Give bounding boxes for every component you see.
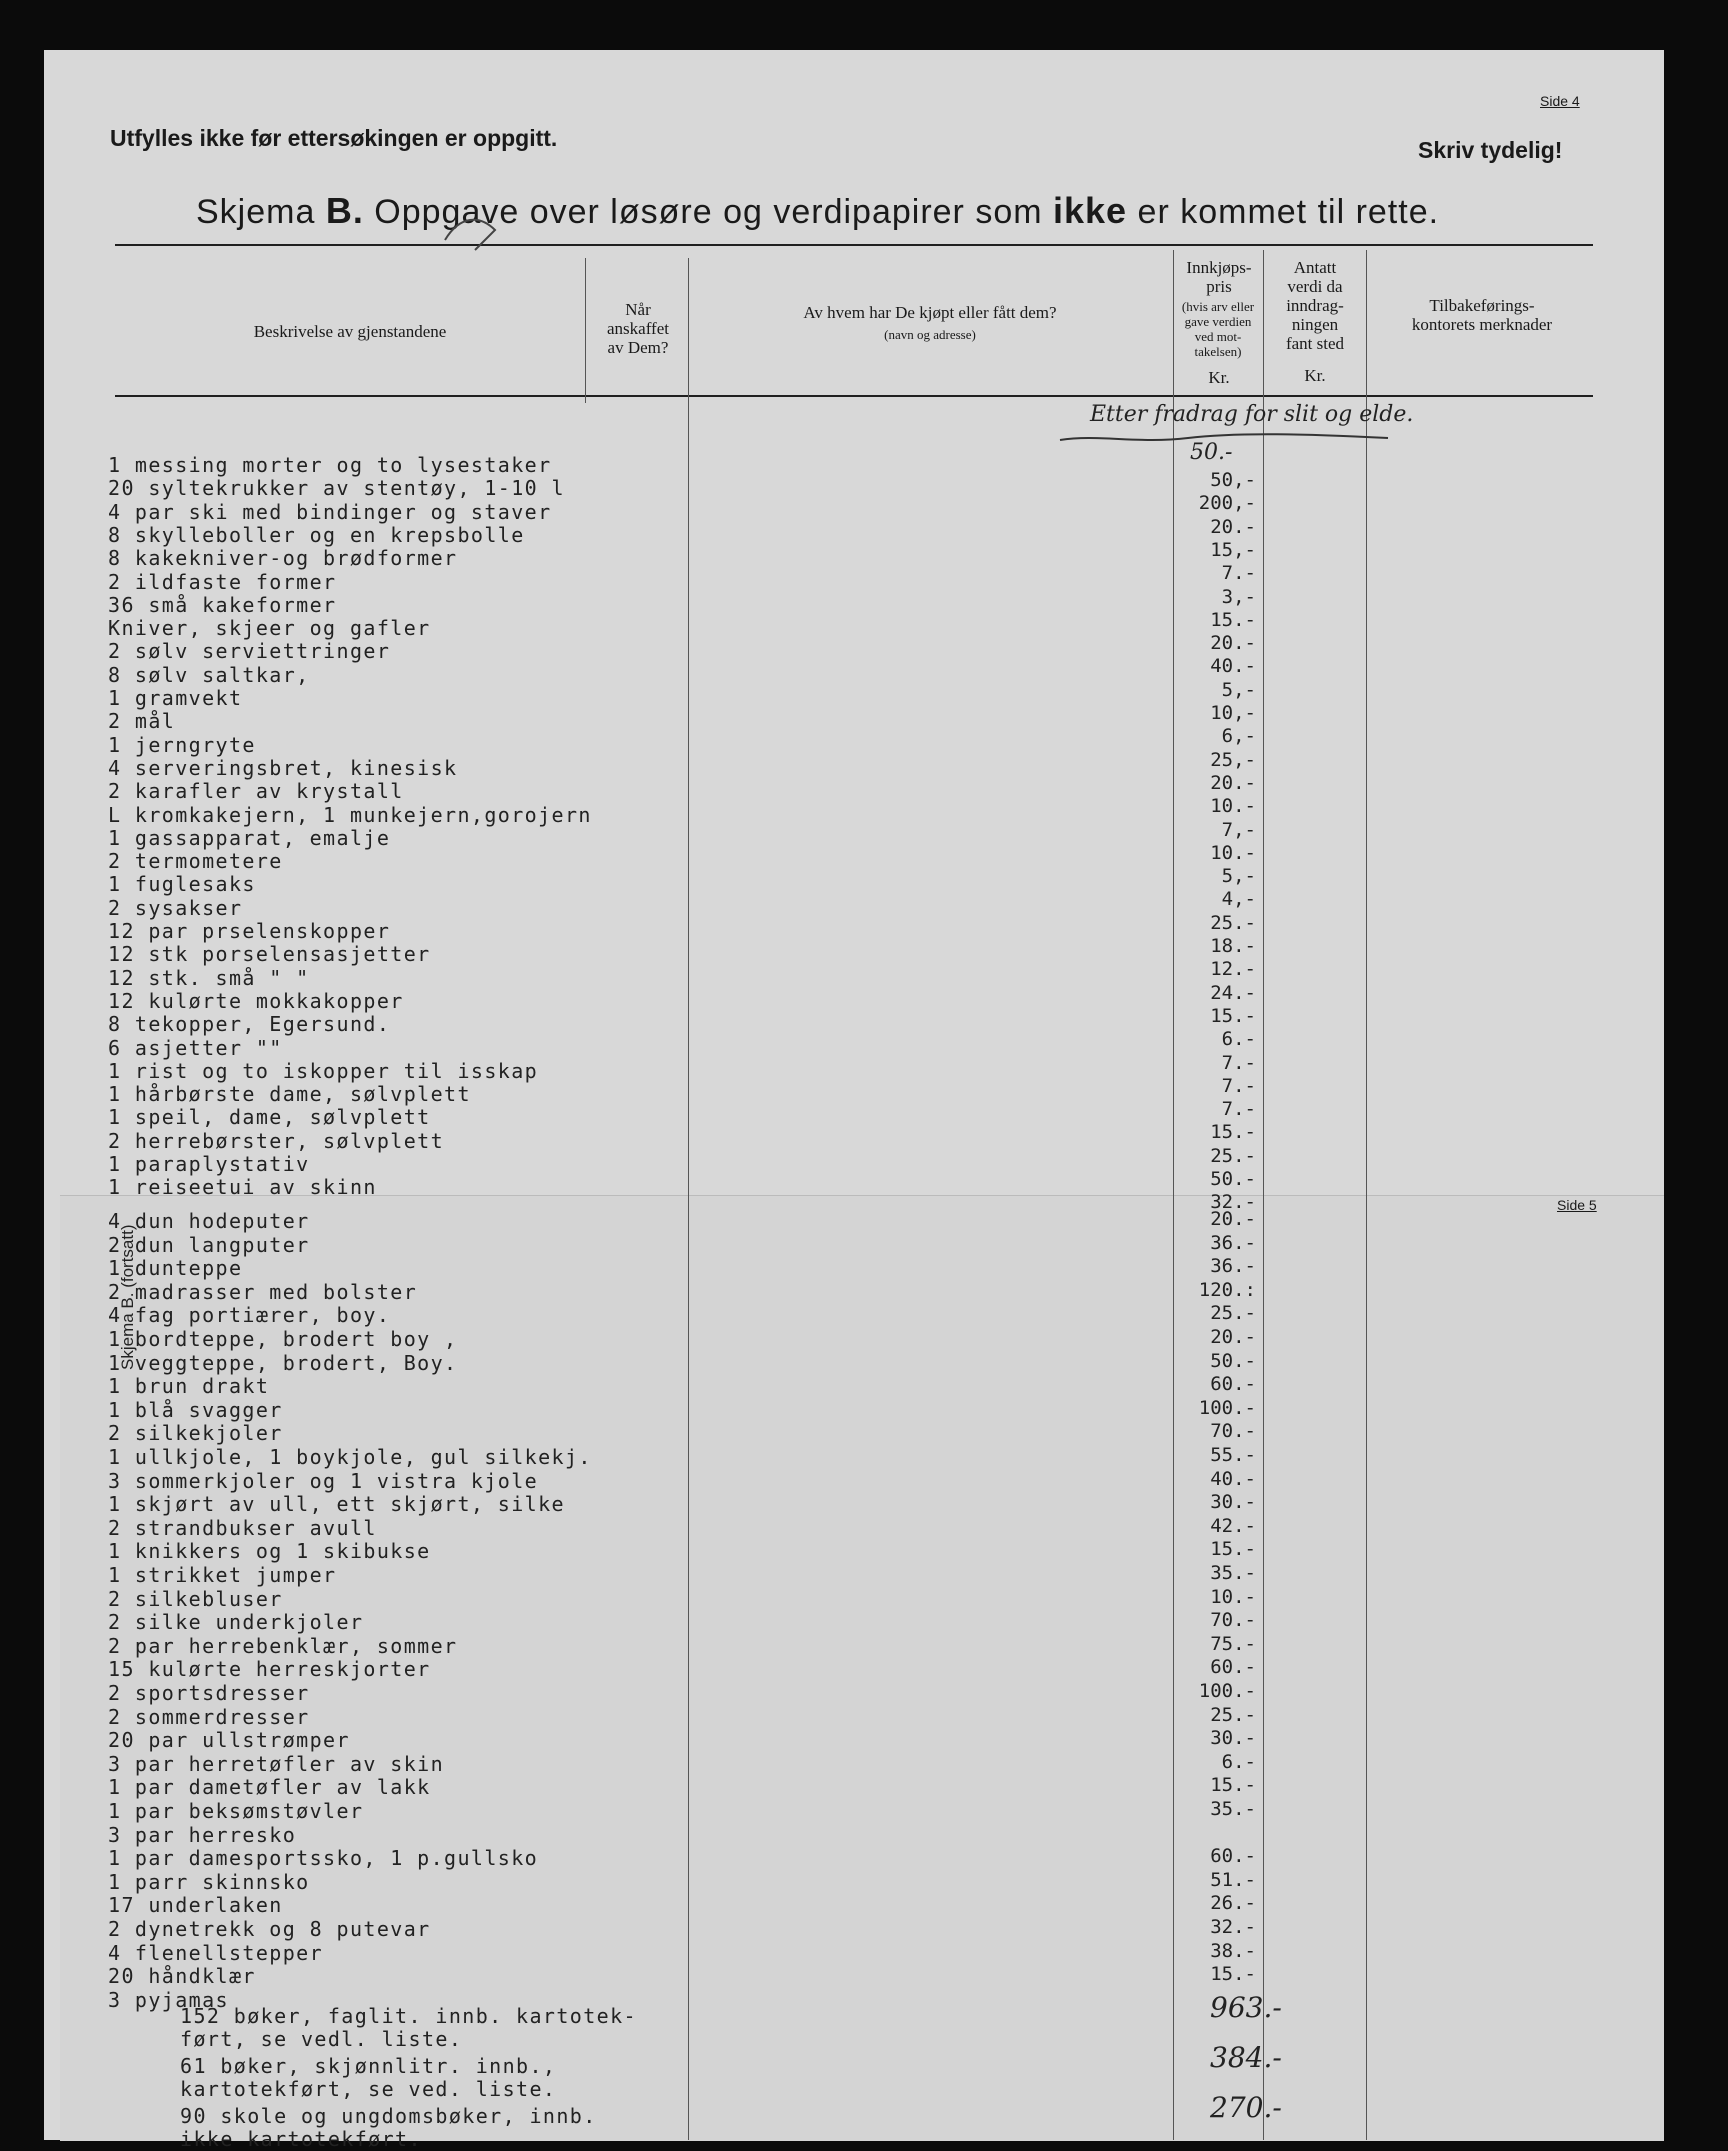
item-price: 12.- [1210, 958, 1256, 981]
item-description: 1 gramvekt [108, 686, 243, 710]
item-price: 7,- [1221, 818, 1256, 841]
item-description: 1 messing morter og to lysestaker [108, 453, 552, 477]
item-price: 7.- [1221, 1098, 1256, 1121]
item-description: 12 stk porselensasjetter [108, 942, 431, 967]
item-description: 1 rist og to iskopper til isskap [108, 1058, 539, 1083]
item-price: 36.- [1210, 1231, 1256, 1254]
item-description: 15 kulørte herreskjorter [108, 1657, 431, 1682]
item-price: 15.- [1210, 1121, 1256, 1144]
item-price: 100.- [1198, 1396, 1256, 1419]
item-price: 25.- [1210, 911, 1256, 934]
item-description: 2 silke underkjoler [108, 1610, 364, 1635]
col-estimated-value-unit: Kr. [1304, 366, 1326, 385]
item-description: 4 flenellstepper [108, 1940, 324, 1965]
item-price: 6.- [1221, 1750, 1256, 1773]
item-price: 15.- [1210, 1963, 1256, 1986]
column-divider [688, 258, 689, 2140]
item-price: 15.- [1210, 608, 1256, 631]
item-price: 6,- [1221, 725, 1256, 748]
item-price: 42.- [1210, 1514, 1256, 1537]
item-price: 75.- [1210, 1632, 1256, 1655]
item-price: 50.- [1210, 1349, 1256, 1372]
item-description: 12 stk. små " " [108, 965, 310, 990]
item-description: 1 gassapparat, emalje [108, 825, 391, 850]
item-description: 1 veggteppe, brodert, Boy. [108, 1350, 458, 1375]
item-price: 20.- [1210, 515, 1256, 538]
item-description: 2 dynetrekk og 8 putevar [108, 1917, 431, 1941]
item-description: 2 dun langputer [108, 1232, 310, 1257]
item-price: 55.- [1210, 1444, 1256, 1466]
book-description: 61 bøker, skjønnlitr. innb., [180, 2054, 557, 2078]
item-description: 2 sysakser [108, 895, 243, 920]
item-price: 35.- [1210, 1562, 1256, 1584]
item-price: 25.- [1210, 1144, 1256, 1167]
item-price: 120.: [1198, 1278, 1256, 1301]
header-rule [115, 395, 1593, 397]
item-price: 10.- [1210, 795, 1256, 818]
book-price: 384.- [1210, 2041, 1282, 2074]
item-description: 1 ullkjole, 1 boykjole, gul silkekj. [108, 1445, 592, 1469]
book-price: 270.- [1210, 2091, 1282, 2124]
item-description: 2 par herrebenklær, sommer [108, 1633, 458, 1658]
item-description: 2 mål [108, 709, 176, 734]
item-description: 2 karafler av krystall [108, 779, 404, 804]
item-description: 20 håndklær [108, 1964, 256, 1989]
item-description: 2 sportsdresser [108, 1681, 310, 1705]
item-price: 26.- [1210, 1892, 1256, 1915]
item-description: 1 blå svagger [108, 1397, 283, 1422]
item-description: 1 brun drakt [108, 1374, 270, 1399]
item-price: 35.- [1210, 1798, 1256, 1820]
item-price: 4,- [1221, 888, 1256, 911]
col-purchase-price-note: (hvis arv eller gave verdien ved mot- takelsen) [1181, 299, 1255, 359]
item-description: Kniver, skjeer og gafler [108, 616, 431, 641]
item-price: 18.- [1210, 935, 1256, 957]
item-price: 30.- [1210, 1727, 1256, 1750]
page-number-bottom: Side 5 [1557, 1197, 1597, 1213]
item-price: 36.- [1210, 1255, 1256, 1278]
item-description: 36 små kakeformer [108, 592, 337, 617]
item-description: 4 dun hodeputer [108, 1209, 310, 1233]
book-price: 963.- [1210, 1991, 1282, 2024]
book-description: 90 skole og ungdomsbøker, innb. [180, 2104, 597, 2128]
item-description: 8 sølv saltkar, [108, 662, 310, 687]
item-price: 15.- [1210, 1004, 1256, 1027]
item-price: 100.- [1198, 1680, 1256, 1702]
item-description: 1 jerngryte [108, 732, 256, 757]
item-price: 10.- [1210, 1585, 1256, 1608]
item-price: 25.- [1210, 1302, 1256, 1325]
item-price: 200,- [1198, 492, 1256, 515]
item-description: 20 par ullstrømper [108, 1728, 350, 1753]
handwritten-note: Etter fradrag for slit og elde. [1090, 402, 1414, 427]
item-price: 5,- [1221, 865, 1256, 888]
page-number-top: Side 4 [1540, 93, 1580, 109]
item-description: L kromkakejern, 1 munkejern,gorojern [108, 802, 592, 827]
item-description: 2 sommerdresser [108, 1704, 310, 1729]
first-handwritten-price: 50.- [1190, 440, 1233, 465]
item-price: 3,- [1221, 585, 1256, 608]
item-description: 1 reiseetui av skinn [108, 1175, 377, 1200]
item-price: 38.- [1210, 1939, 1256, 1962]
item-description: 3 par herresko [108, 1822, 297, 1847]
item-description: 1 dunteppe [108, 1256, 243, 1281]
column-divider [1366, 250, 1367, 2140]
col-purchase-price: Innkjøps- pris [1186, 258, 1252, 296]
item-description: 1 strikket jumper [108, 1563, 337, 1587]
item-description: 1 hårbørste dame, sølvplett [108, 1082, 471, 1107]
book-description: 152 bøker, faglit. innb. kartotek- [180, 2004, 637, 2028]
item-description: 12 par prselenskopper [108, 919, 391, 943]
item-description: 3 par herretøfler av skin [108, 1751, 445, 1776]
item-description: 2 sølv serviettringer [108, 639, 391, 664]
pencil-mark [440, 210, 510, 260]
item-description: 4 fag portiærer, boy. [108, 1303, 391, 1328]
col-remarks: Tilbakeførings- kontorets merknader [1411, 296, 1553, 334]
col-estimated-value: Antatt verdi da inndrag- ningen fant sted [1285, 258, 1345, 353]
item-description: 1 paraplystativ [108, 1152, 310, 1176]
item-price: 15,- [1210, 538, 1256, 561]
item-description: 2 herrebørster, sølvplett [108, 1128, 445, 1153]
item-description: 2 ildfaste former [108, 569, 337, 594]
item-description: 1 skjørt av ull, ett skjørt, silke [108, 1492, 565, 1517]
item-price: 7.- [1221, 1074, 1256, 1097]
item-price: 15.- [1210, 1774, 1256, 1797]
item-price: 10,- [1210, 702, 1256, 724]
item-description: 4 serveringsbret, kinesisk [108, 755, 458, 780]
item-price: 25.- [1210, 1703, 1256, 1726]
item-description: 2 silkebluser [108, 1586, 283, 1611]
item-price: 20.- [1210, 1208, 1256, 1230]
item-price: 60.- [1210, 1373, 1256, 1396]
item-price: 6.- [1221, 1028, 1256, 1051]
book-description: ført, se vedl. liste. [180, 2027, 463, 2051]
item-description: 8 skylleboller og en krepsbolle [108, 522, 525, 547]
item-price: 60.- [1210, 1656, 1256, 1679]
item-price: 60.- [1210, 1845, 1256, 1868]
col-from-whom: Av hvem har De kjøpt eller fått dem? [803, 303, 1057, 322]
item-price: 25,- [1210, 748, 1256, 771]
item-price: 7.- [1221, 562, 1256, 585]
item-description: 2 silkekjoler [108, 1421, 283, 1446]
item-description: 2 termometere [108, 849, 283, 874]
item-description: 17 underlaken [108, 1893, 283, 1918]
form-title: Skjema B. Oppgave over løsøre og verdipapirer som ikke er kommet til rette. [196, 190, 1440, 231]
item-description: 1 parr skinnsko [108, 1869, 310, 1894]
item-description: 2 madrasser med bolster [108, 1279, 418, 1304]
item-description: 2 strandbukser avull [108, 1515, 377, 1540]
col-from-whom-sub: (navn og adresse) [884, 327, 976, 342]
item-price: 20.- [1210, 1326, 1256, 1348]
item-description: 8 kakekniver-og brødformer [108, 546, 458, 571]
item-description: 1 fuglesaks [108, 872, 256, 897]
item-description: 1 par dametøfler av lakk [108, 1775, 431, 1800]
item-price: 40.- [1210, 655, 1256, 678]
item-price: 15.- [1210, 1538, 1256, 1561]
item-price: 20.- [1210, 632, 1256, 655]
book-description: kartotekført, se ved. liste. [180, 2077, 557, 2101]
side-form-label: Skjema B. (fortsatt) [118, 1224, 137, 1370]
col-description: Beskrivelse av gjenstandene [253, 322, 447, 341]
item-price: 5,- [1221, 678, 1256, 701]
item-price: 32.- [1210, 1191, 1256, 1214]
item-price: 50.- [1210, 1168, 1256, 1190]
col-acquired: Når anskaffet av Dem? [607, 300, 669, 357]
title-rule [115, 244, 1593, 246]
item-description: 6 asjetter "" [108, 1035, 283, 1060]
item-description: 20 syltekrukker av stentøy, 1-10 l [108, 476, 565, 501]
column-divider [585, 258, 586, 403]
instruction-left: Utfylles ikke før ettersøkingen er oppgitt. [110, 125, 558, 151]
item-price: 30.- [1210, 1491, 1256, 1514]
item-price: 70.- [1210, 1609, 1256, 1632]
item-description: 1 speil, dame, sølvplett [108, 1105, 431, 1130]
item-price: 10.- [1210, 841, 1256, 864]
item-price: 7.- [1221, 1051, 1256, 1074]
item-price: 70.- [1210, 1420, 1256, 1443]
item-price: 51.- [1210, 1868, 1256, 1891]
item-description: 3 sommerkjoler og 1 vistra kjole [108, 1468, 539, 1493]
item-description: 1 par beksømstøvler [108, 1799, 364, 1823]
item-description: 4 par ski med bindinger og staver [108, 499, 552, 524]
item-price: 24.- [1210, 981, 1256, 1004]
col-purchase-price-unit: Kr. [1208, 368, 1230, 387]
item-description: 8 tekopper, Egersund. [108, 1012, 391, 1037]
item-description: 1 knikkers og 1 skibukse [108, 1539, 431, 1564]
item-price: 20.- [1210, 771, 1256, 794]
item-price: 50,- [1210, 469, 1256, 491]
item-description: 3 pyjamas [108, 1987, 229, 2012]
item-description: 1 bordteppe, brodert boy , [108, 1327, 458, 1351]
book-description: ikke kartotekført. [180, 2127, 422, 2151]
instruction-right: Skriv tydelig! [1418, 137, 1563, 163]
item-price: 32.- [1210, 1916, 1256, 1938]
item-description: 12 kulørte mokkakopper [108, 988, 404, 1013]
item-price: 40.- [1210, 1467, 1256, 1490]
column-divider [1263, 250, 1264, 2140]
item-description: 1 par damesportssko, 1 p.gullsko [108, 1846, 539, 1871]
